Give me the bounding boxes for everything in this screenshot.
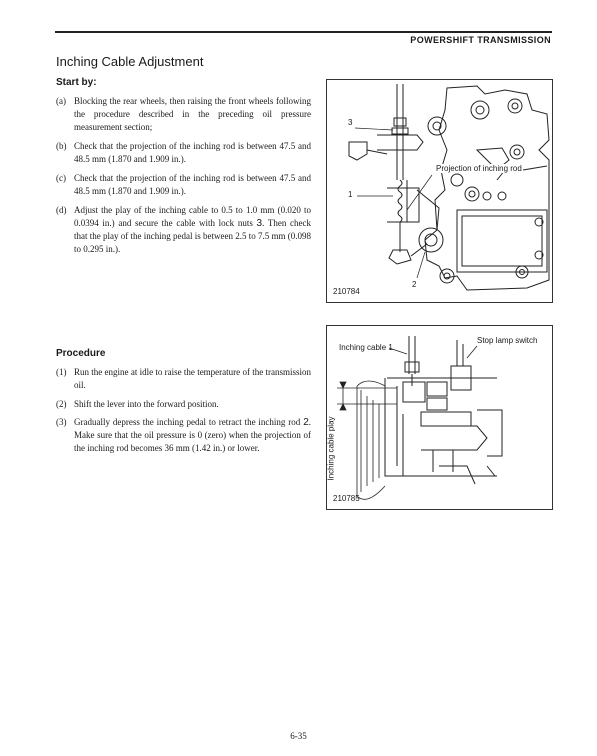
- inching-cable-label: Inching cable 1: [339, 343, 393, 352]
- start-step-d: [56, 204, 311, 256]
- start-step-b: [56, 140, 311, 166]
- figure-cable-play: [326, 325, 553, 510]
- start-by-heading: Start by:: [56, 77, 97, 88]
- section-title: Inching Cable Adjustment: [56, 54, 204, 69]
- figure-code: 210784: [333, 287, 360, 296]
- step-marker: (a): [56, 96, 66, 106]
- stop-lamp-switch-label: Stop lamp switch: [477, 336, 538, 345]
- callout-3-label: 3: [348, 118, 353, 127]
- step-text: Check that the projection of the inching rod is between 47.5 and 48.5 mm (1.870 and 1.909 in.).: [74, 141, 311, 164]
- procedure-step-1: [56, 366, 311, 392]
- step-text: Shift the lever into the forward position.: [74, 399, 219, 409]
- step-marker: (3): [56, 417, 67, 427]
- figure-code: 210785: [333, 494, 360, 503]
- callout-1-label: 1: [348, 190, 353, 199]
- figure-inching-rod-drawing: [327, 80, 552, 302]
- cable-play-label: Inching cable play: [326, 416, 336, 481]
- start-step-a: [56, 95, 311, 134]
- step-text: Run the engine at idle to raise the temperature of the transmission oil.: [74, 367, 311, 390]
- step-marker: (d): [56, 205, 67, 215]
- procedure-step-2: [56, 398, 311, 411]
- page-number: 6-35: [290, 731, 307, 741]
- running-head: POWERSHIFT TRANSMISSION: [410, 35, 551, 45]
- start-step-c: [56, 172, 311, 198]
- projection-label: Projection of inching rod: [436, 164, 522, 173]
- step-marker: (b): [56, 141, 67, 151]
- procedure-step-3: [56, 416, 311, 455]
- step-marker: (1): [56, 367, 67, 377]
- step-text: Adjust the play of the inching cable to 0.5 to 1.0 mm (0.020 to 0.0394 in.) and secure the cable with lock nuts 3. Then check that the play of the inching pedal is between 2.5 to 7.5 mm (0.098 to 0.295 in.).: [74, 205, 311, 254]
- step-text: Check that the projection of the inching rod is between 47.5 and 48.5 mm (1.870 and 1.909 in.).: [74, 173, 311, 196]
- callout-2-label: 2: [412, 280, 417, 289]
- figure-inching-rod: [326, 79, 553, 303]
- figure-cable-play-drawing: [327, 326, 552, 509]
- header-rule: [55, 31, 552, 33]
- step-text: Gradually depress the inching pedal to retract the inching rod 2. Make sure that the oil pressure is 0 (zero) when the projection of the inching rod becomes 36 mm (1.42 in.) or lower.: [74, 417, 311, 453]
- callout-number: 3: [256, 218, 263, 229]
- procedure-heading: Procedure: [56, 348, 106, 359]
- step-text: Blocking the rear wheels, then raising the front wheels following the procedure described in the preceding oil pressure measurement section;: [74, 96, 311, 132]
- callout-number: 2: [303, 417, 309, 428]
- step-marker: (c): [56, 173, 66, 183]
- step-marker: (2): [56, 399, 67, 409]
